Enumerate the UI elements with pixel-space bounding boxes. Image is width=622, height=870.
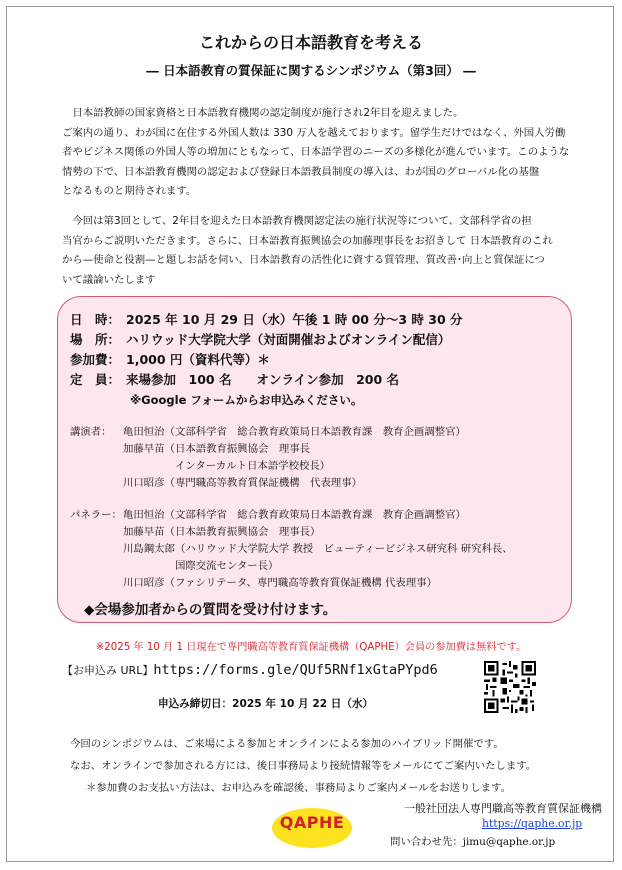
intro-line: いて議論いたします xyxy=(62,273,156,286)
intro-line: 情勢の下で、日本語教育機関の認定および登録日本語教員制度の導入は、わが国のグローバル化の基盤 xyxy=(62,165,540,178)
closing-line: なお、オンラインで参加される方には、後日事務局より接続情報等をメールにてご案内いたします。 xyxy=(70,760,537,772)
date-value: 2025 年 10 月 29 日（水）午後 1 時 00 分～3 時 30 分 xyxy=(126,312,463,327)
member-free-note: ※2025 年 10 月 1 日現在で専門職高等教育質保証機構（QAPHE）会員の参加費は無料です。 xyxy=(95,642,527,653)
intro-paragraph-1 xyxy=(62,104,580,202)
intro-line: 日本語教師の国家資格と日本語教育機関の認定制度が施行され2年目を迎えました。 xyxy=(72,107,464,119)
lecturer-line: 加藤早苗（日本語教育振興協会 理事長 xyxy=(123,443,311,455)
intro-line: 当官からご説明いただきます。さらに、日本語教育振興協会の加藤理事長をお招きして 日本語教育のこれ xyxy=(62,234,553,247)
apply-url-label: 【お申込み URL】 xyxy=(62,664,154,677)
date-label: 日 時： xyxy=(70,312,121,327)
venue-label: 場 所： xyxy=(70,332,121,347)
contact-line xyxy=(390,833,555,848)
intro-line: 今回は第3回として、2年目を迎えた日本語教育機関認定法の施行状況等について、文部科学省の担 xyxy=(72,215,532,227)
panelist-line: 加藤早苗（日本語教育振興協会 理事長） xyxy=(123,526,321,538)
panelist-line: 国際交流センター長） xyxy=(123,560,279,572)
intro-line: から—使命と役割—と題しお話を伺い、日本語教育の活性化に資する質管理、質改善･向上と質保証につ xyxy=(62,254,545,267)
closing-line: ＊参加費のお支払い方法は、お申込みを確認後、事務局よりご案内メールをお送りします。 xyxy=(86,782,511,794)
apply-url-link[interactable]: https://forms.gle/QUf5RNf1xGtaPYpd6 xyxy=(153,662,438,678)
capacity-row xyxy=(70,370,399,390)
capacity-label: 定 員： xyxy=(70,372,121,387)
qaphe-logo xyxy=(272,808,352,848)
panelist-line: 亀田恒治（文部科学省 総合教育政策局日本語教育課 教育企画調整官） xyxy=(123,509,466,521)
panelists-label: パネラー： xyxy=(70,509,122,521)
venue-value: ハリウッド大学院大学（対面開催およびオンライン配信） xyxy=(126,332,451,347)
lecturer-line: 川口昭彦（専門職高等教育質保証機構 代表理事） xyxy=(123,477,362,489)
intro-line: ご案内の通り、わが国に在住する外国人数は 330 万人を越えております。留学生だけではなく、外国人労働 xyxy=(62,126,566,139)
venue-row xyxy=(70,330,450,350)
fee-value: 1,000 円（資料代等）＊ xyxy=(126,352,270,367)
organization-url[interactable]: https://qaphe.or.jp xyxy=(482,817,583,830)
panelist-line: 川口昭彦（ファシリテータ、専門職高等教育質保証機構 代表理事） xyxy=(123,577,437,589)
intro-line: となるものと期待されます。 xyxy=(62,185,197,198)
lecturers-label: 講演者： xyxy=(70,426,112,438)
intro-line: 者やビジネス関係の外国人等の増加にともなって、日本語学習のニーズの多様化が進んでいます。このような xyxy=(62,146,570,159)
lecturer-line: 亀田恒治（文部科学省 総合教育政策局日本語教育課 教育企画調整官） xyxy=(123,426,466,438)
organization-name: 一般社団法人専門職高等教育質保証機構 xyxy=(404,802,602,815)
page-subtitle: ― 日本語教育の質保証に関するシンポジウム（第3回） ― xyxy=(146,63,476,78)
intro-paragraph-2 xyxy=(62,212,580,290)
closing-line: 今回のシンポジウムは、ご来場による参加とオンラインによる参加のハイブリッド開催です。 xyxy=(70,738,504,750)
google-form-note: ※Google フォームからお申込みください。 xyxy=(130,393,363,407)
contact-label: 問い合わせ先： xyxy=(390,836,463,848)
deadline: 申込み締切日：2025 年 10 月 22 日（水） xyxy=(158,698,374,710)
apply-url-line xyxy=(62,662,438,678)
qr-code-icon[interactable] xyxy=(484,661,536,713)
page-title: これからの日本語教育を考える xyxy=(198,33,423,52)
fee-row xyxy=(70,350,270,370)
date-row xyxy=(70,310,463,330)
lecturer-line: インターカルト日本語学校校長） xyxy=(123,460,331,472)
capacity-value: 来場参加 100 名 オンライン参加 200 名 xyxy=(126,372,400,387)
questions-note: ◆会場参加者からの質問を受け付けます。 xyxy=(84,602,337,618)
qaphe-logo-text: QAPHE xyxy=(279,813,345,832)
contact-email[interactable]: jimu@qaphe.or.jp xyxy=(462,836,556,848)
fee-label: 参加費： xyxy=(70,352,121,367)
panelist-line: 川島鋼太郎（ハリウッド大学院大学 教授 ビューティービジネス研究科 研究科長、 xyxy=(123,543,513,555)
